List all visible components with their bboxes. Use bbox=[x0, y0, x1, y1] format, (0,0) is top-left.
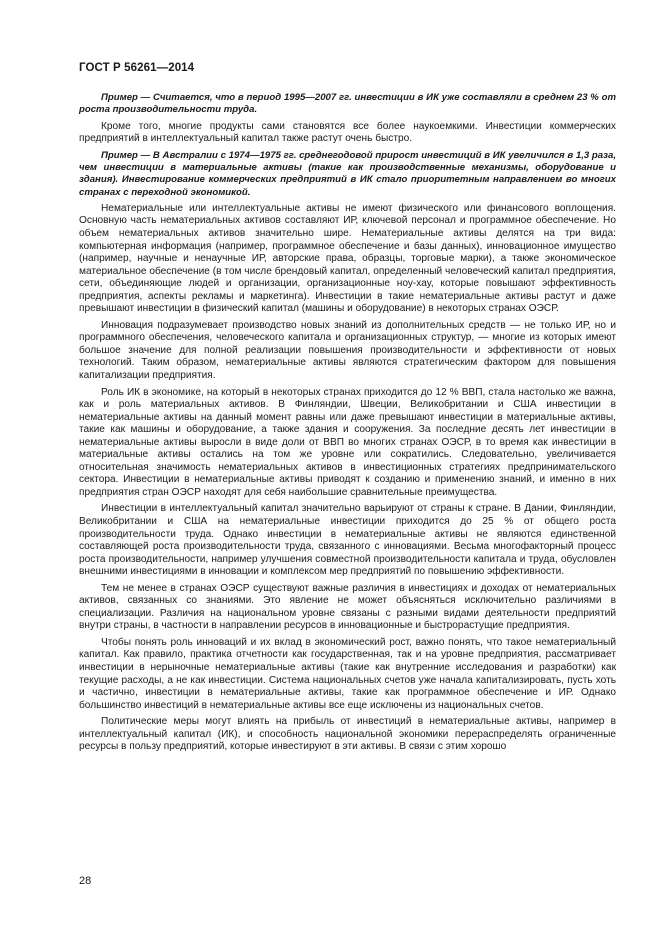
example-paragraph: Пример — В Австралии с 1974—1975 гг. среднегодовой прирост инвестиций в ИК увеличился в 1,3 раза, чем инвестиции в материальные активы (такие как производственные механизмы, оборудование и здания). Инвестирование коммерческих предприятий в ИК стало приоритетным направлением во многих странах с переходной экономикой. bbox=[79, 149, 616, 198]
body-paragraph: Политические меры могут влиять на прибыль от инвестиций в нематериальные активы, например в интеллектуальный капитал (ИК), и способность национальной экономики перераспределять ограниченные ресурсы в пользу предприятий, которые инвестируют в эти активы. В связи с этим хорошо bbox=[79, 716, 616, 753]
body-paragraph: Нематериальные или интеллектуальные активы не имеют физического или финансового воплощения. Основную часть нематериальных активов составляют ИР, ключевой персонал и программное обеспечение. Но объем нематериальных активов значительно шире. Нематериальные активы делятся на три вида: компьютерная информация (например, программное обеспечение и базы данных), инновационное имущество (например, научные и ненаучные ИР, авторские права, образцы, торговые марки), а также экономическое материальное обеспечение (в том числе брендовый капитал, определенный человеческий капитал предприятия, сети, объединяющие людей и организации, организационные ноу-хау, которые повышают эффективность предприятия, аспекты рекламы и маркетинга). Инвестиции в такие нематериальные активы растут и даже превышают инвестиции в физический капитал (машины и оборудование) в некоторых странах ОЭСР. bbox=[79, 202, 616, 315]
page-number: 28 bbox=[79, 875, 92, 887]
body-paragraph: Тем не менее в странах ОЭСР существуют важные различия в инвестициях и доходах от нематериальных активов, связанных со знаниями. Это явление не может объясняться исключительно различиями в специализации. Различия на национальном уровне связаны с разными видами деятельности предприятий внутри страны, в частности в направлении ресурсов в инновационные и быстрорастущие предприятия. bbox=[79, 582, 616, 632]
body-paragraph: Инновация подразумевает производство новых знаний из дополнительных средств — не только ИР, но и программного обеспечения, человеческого капитала и организационных структур, — многие из которых имеют большое значение для полной реализации повышения производительности и эффективности от новых технологий. Таким образом, нематериальные активы являются стратегическим фактором для повышения капитализации предприятия. bbox=[79, 319, 616, 381]
body-paragraph: Кроме того, многие продукты сами становятся все более наукоемкими. Инвестиции коммерческих предприятий в интеллектуальный капитал также растут очень быстро. bbox=[79, 120, 616, 145]
page-body bbox=[79, 92, 616, 758]
body-paragraph: Чтобы понять роль инноваций и их вклад в экономический рост, важно понять, что такое нематериальный капитал. Как правило, практика отчетности как государственная, так и на уровне предприятия, рассматривает инвестиции в нерыночные нематериальные активы (такие как внутренние исследования и разработки) как текущие расходы, а не как инвестиции. Система национальных счетов уже начала капитализировать, пусть хоть и частично, инвестиции в нематериальные активы, такие как программное обеспечение и ИР. Однако большинство инвестиций в нематериальные активы все еще исключены из национальных счетов. bbox=[79, 636, 616, 711]
standard-code-header: ГОСТ Р 56261—2014 bbox=[79, 62, 195, 74]
body-paragraph: Роль ИК в экономике, на который в некоторых странах приходится до 12 % ВВП, стала настолько же важна, как и роль материальных активов. В Финляндии, Швеции, Великобритании и США инвестиции в нематериальные активы на данный момент равны или даже превышают инвестиции в материальные активы, такие как машины и оборудование, а также здания и сооружения. За последние десять лет инвестиции в нематериальные активы выросли в виде доли от ВВП во многих странах ОЭСР, в то время как инвестиции в материальные активы остались на том же уровне или сократились. Следовательно, увеличивается относительная значимость нематериальных активов в инвестиционных стратегиях предпринимательского сектора. Инвестиции в нематериальные активы приводят к созданию и применению знаний, и именно в них предприятия стран ОЭСР находят для себя наибольшие сравнительные преимущества. bbox=[79, 386, 616, 498]
body-paragraph: Инвестиции в интеллектуальный капитал значительно варьируют от страны к стране. В Дании, Финляндии, Великобритании и США на нематериальные инвестиции приходится до 25 % от общего роста производительности труда. Однако инвестиции в нематериальные активы не являются единственной составляющей роста производительности труда, связанного с инновациями. Весьма многофакторный процесс роста производительности, например улучшения совместной производительности капитала и труда, обусловлен внешними инвестициями в инновации и комплексом мер предприятий по повышению эффективности. bbox=[79, 503, 616, 578]
example-paragraph: Пример — Считается, что в период 1995—2007 гг. инвестиции в ИК уже составляли в среднем 23 % от роста производительности труда. bbox=[79, 92, 616, 116]
